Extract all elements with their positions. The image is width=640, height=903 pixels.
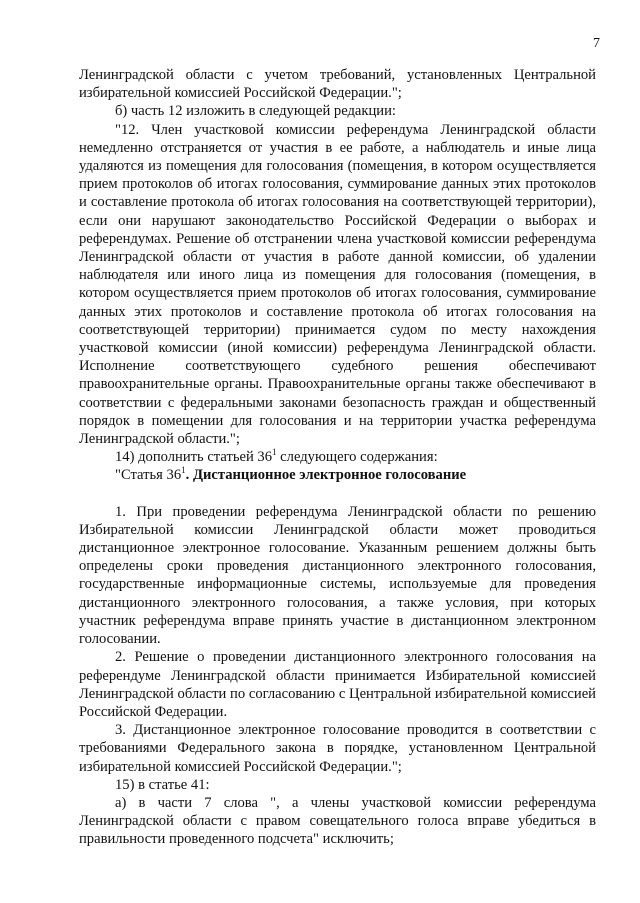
article-heading <box>79 466 596 484</box>
paragraph: 3. Дистанционное электронное голосование проводится в соответствии с требованиями Федерального закона в порядке, установленном Центральной избирательной комиссией Российской Федерации."; <box>79 722 596 775</box>
superscript: 1 <box>181 465 186 476</box>
article-heading-prefix: "Статья 36 <box>115 467 182 484</box>
paragraph: а) в части 7 слова ", а члены участковой комиссии референдума Ленинградской области с правом совещательного голоса вправе убедиться в правильности проведенного подсчета" исключить; <box>79 794 596 848</box>
paragraph: "12. Член участковой комиссии референдума Ленинградской области немедленно отстраняется от участия в ее работе, а наблюдатель и иные лица удаляются из помещения для голосования (помещения, в котором осуществляется прием протоколов об итогах голосования, суммирование данных этих протоколов и составление протокола об итогах голосования на соответствующей территории), если они нарушают законодательство Российской Федерации о выборах и референдумах. Решение об отстранении члена участковой комиссии референдума Ленинградской области от участия в работе данной комиссии, об удалении наблюдателя или иного лица из помещения для голосования (помещения, в котором осуществляется прием протоколов об итогах голосования, суммирование данных этих протоколов и составление протокола об итогах голосования на соответствующей территории) принимается судом по месту нахождения участковой комиссии (иной комиссии) референдума Ленинградской области. Исполнение соответствующего судебного решения обеспечивают правоохранительные органы. Правоохранительные органы также обеспечивают в соответствии с федеральными законами безопасность граждан и общественный порядок в помещении для голосования и на территории участка референдума Ленинградской области."; <box>79 121 596 448</box>
article-heading-title: . Дистанционное электронное голосование <box>185 467 467 484</box>
page-number: 7 <box>593 36 600 51</box>
amendment-text: 14) дополнить статьей 36 <box>115 449 273 466</box>
superscript: 1 <box>272 447 277 458</box>
paragraph <box>79 448 596 466</box>
paragraph: Ленинградской области с учетом требований, установленных Центральной избирательной комиссией Российской Федерации."; <box>79 67 596 102</box>
paragraph: 2. Решение о проведении дистанционного электронного голосования на референдуме Ленинградской области принимается Избирательной комиссией Ленинградской области по согласованию с Центральной избирательной комиссией Российской Федерации. <box>79 649 596 720</box>
paragraph: 1. При проведении референдума Ленинградской области по решению Избирательной комиссии Ленинградской области может проводиться дистанционное электронное голосование. Указанным решением должны быть определены сроки проведения дистанционного электронного голосования, государственные информационные системы, используемые для проведения дистанционного электронного голосования, а также условия, при которых участник референдума вправе принять участие в дистанционном электронном голосовании. <box>79 503 596 648</box>
paragraph: б) часть 12 изложить в следующей редакции: <box>115 103 396 120</box>
amendment-text: следующего содержания: <box>276 449 438 466</box>
paragraph: 15) в статье 41: <box>115 776 210 793</box>
document-body <box>79 66 596 849</box>
spacer <box>79 485 596 503</box>
